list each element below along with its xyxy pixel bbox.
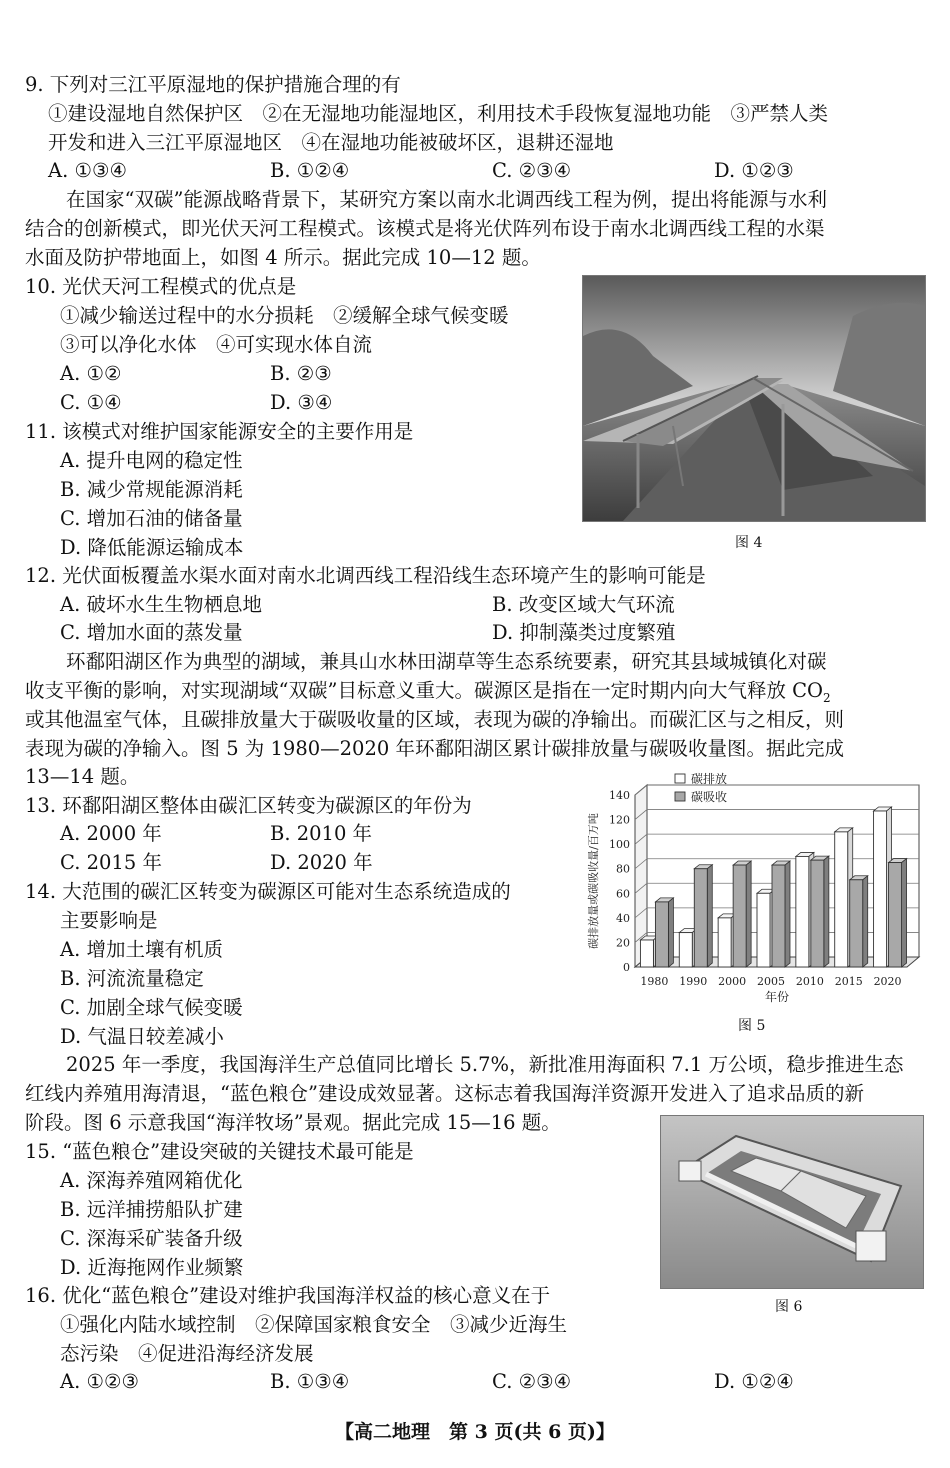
bar-emission (835, 832, 848, 967)
q15-option-b: B. 远洋捕捞船队扩建 (60, 1198, 243, 1221)
intro2-line-2-text: 收支平衡的影响，对实现湖域“双碳”目标意义重大。碳源区是指在一定时期内向大气释放 CO (25, 679, 824, 702)
q10-statements-1: ①减少输送过程中的水分损耗 ②缓解全球气候变暖 (60, 304, 509, 327)
q11-option-b: B. 减少常规能源消耗 (60, 478, 243, 501)
ocean-ranch-illustration (661, 1116, 923, 1288)
bar-absorption (655, 902, 668, 967)
intro2-line-3: 或其他温室气体，且碳排放量大于碳吸收量的区域，表现为碳的净输出。而碳汇区与之相反，则 (25, 708, 845, 731)
x-tick-label: 2015 (834, 975, 863, 988)
bar-absorption (811, 860, 824, 967)
q15-stem: 15. “蓝色粮仓”建设突破的关键技术最可能是 (25, 1140, 414, 1163)
x-tick-label: 2010 (795, 975, 824, 988)
x-tick-label: 2020 (873, 975, 902, 988)
q16-statements-1: ①强化内陆水域控制 ②保障国家粮食安全 ③减少近海生 (60, 1313, 568, 1336)
q10-option-b: B. ②③ (270, 362, 332, 385)
q9-option-c: C. ②③④ (492, 159, 572, 182)
legend-swatch-absorption (675, 792, 685, 801)
q14-stem: 14. 大范围的碳汇区转变为碳源区可能对生态系统造成的 (25, 880, 511, 903)
x-tick-label: 1990 (679, 975, 708, 988)
figure-4-photo (582, 275, 926, 522)
q16-statements-2: 态污染 ④促进沿海经济发展 (60, 1342, 314, 1365)
y-tick-label: 20 (616, 936, 630, 950)
q12-option-b: B. 改变区域大气环流 (492, 593, 675, 616)
q9-option-a: A. ①③④ (48, 159, 127, 182)
bar-emission (796, 856, 809, 967)
q13-option-b: B. 2010 年 (270, 822, 373, 845)
q11-option-c: C. 增加石油的储备量 (60, 507, 243, 530)
intro3-line-1: 2025 年一季度，我国海洋生产总值同比增长 5.7%，新批准用海面积 7.1 万公顷，稳步推进生态 (66, 1053, 904, 1076)
q13-option-a: A. 2000 年 (60, 822, 162, 845)
bar-side-absorption (785, 861, 790, 967)
y-tick-label: 40 (616, 911, 630, 925)
x-axis-label: 年份 (764, 990, 790, 1004)
q10-option-d: D. ③④ (270, 391, 333, 414)
bar-side-absorption (707, 865, 712, 967)
y-tick-label: 80 (616, 862, 630, 876)
x-tick-label: 2000 (718, 975, 747, 988)
q16-option-d: D. ①②④ (714, 1370, 794, 1393)
bar-absorption (772, 865, 785, 967)
bar-emission (874, 811, 887, 967)
figure-5-caption: 图 5 (738, 1018, 766, 1034)
bar-side-absorption (824, 856, 829, 967)
q13-option-d: D. 2020 年 (270, 851, 373, 874)
q10-option-c: C. ①④ (60, 391, 122, 414)
q11-option-a: A. 提升电网的稳定性 (60, 449, 243, 472)
figure-6-caption: 图 6 (775, 1299, 803, 1315)
intro3-line-2: 红线内养殖用海清退，“蓝色粮仓”建设成效显著。这标志着我国海洋资源开发进入了追求品质的新 (25, 1082, 864, 1105)
q9-stem: 9. 下列对三江平原湿地的保护措施合理的有 (25, 73, 401, 96)
figure-6-photo (660, 1115, 924, 1289)
q14-option-b: B. 河流流量稳定 (60, 967, 204, 990)
q9-option-b: B. ①②④ (270, 159, 350, 182)
q14-option-a: A. 增加土壤有机质 (60, 938, 223, 961)
bar-side-absorption (746, 861, 751, 967)
q13-stem: 13. 环鄱阳湖区整体由碳汇区转变为碳源区的年份为 (25, 794, 472, 817)
q16-option-a: A. ①②③ (60, 1370, 139, 1393)
q16-stem: 16. 优化“蓝色粮仓”建设对维护我国海洋权益的核心意义在于 (25, 1284, 551, 1307)
bar-side-absorption (668, 898, 673, 967)
legend-swatch-emission (675, 774, 685, 783)
y-axis-label: 碳排放量或碳吸收量/百万吨 (587, 813, 600, 949)
q15-option-c: C. 深海采矿装备升级 (60, 1227, 243, 1250)
y-tick-label: 60 (616, 887, 630, 901)
q13-option-c: C. 2015 年 (60, 851, 162, 874)
figure-5-bar-chart (585, 770, 930, 1010)
q9-option-d: D. ①②③ (714, 159, 794, 182)
q15-option-d: D. 近海拖网作业频繁 (60, 1256, 244, 1279)
intro1-line-3: 水面及防护带地面上，如图 4 所示。据此完成 10—12 题。 (25, 246, 541, 269)
y-tick-label: 120 (609, 813, 630, 827)
q16-option-c: C. ②③④ (492, 1370, 572, 1393)
bar-emission (757, 893, 770, 967)
page-footer: 【高二地理 第 3 页(共 6 页)】 (335, 1421, 615, 1443)
q15-option-a: A. 深海养殖网箱优化 (60, 1169, 243, 1192)
q9-statements-1: ①建设湿地自然保护区 ②在无湿地功能湿地区，利用技术手段恢复湿地功能 ③严禁人类 (48, 102, 829, 125)
q11-option-d: D. 降低能源运输成本 (60, 536, 244, 559)
figure-4-caption: 图 4 (735, 535, 763, 551)
bar-absorption (850, 880, 863, 967)
legend-label: 碳排放 (691, 772, 728, 786)
x-tick-label: 1980 (640, 975, 669, 988)
q12-stem: 12. 光伏面板覆盖水渠水面对南水北调西线工程沿线生态环境产生的影响可能是 (25, 564, 706, 587)
intro1-line-1: 在国家“双碳”能源战略背景下，某研究方案以南水北调西线工程为例，提出将能源与水利 (66, 188, 827, 211)
co2-subscript: 2 (823, 690, 831, 705)
q11-stem: 11. 该模式对维护国家能源安全的主要作用是 (25, 420, 414, 443)
intro1-line-2: 结合的创新模式，即光伏天河工程模式。该模式是将光伏阵列布设于南水北调西线工程的水渠 (25, 217, 825, 240)
bar-emission (718, 918, 731, 967)
bar-emission (679, 933, 692, 967)
intro2-line-2 (25, 681, 831, 704)
bar-absorption (889, 863, 902, 967)
q9-statements-2: 开发和进入三江平原湿地区 ④在湿地功能被破坏区，退耕还湿地 (48, 131, 614, 154)
bar-side-absorption (863, 876, 868, 967)
y-tick-label: 0 (623, 961, 630, 974)
intro3-line-3: 阶段。图 6 示意我国“海洋牧场”景观。据此完成 15—16 题。 (25, 1111, 561, 1134)
intro2-line-4: 表现为碳的净输入。图 5 为 1980—2020 年环鄱阳湖区累计碳排放量与碳吸收量图。据此完成 (25, 737, 844, 760)
q10-option-a: A. ①② (60, 362, 122, 385)
solar-canal-illustration (583, 276, 925, 521)
y-tick-label: 140 (609, 789, 630, 802)
bar-side-absorption (902, 859, 907, 967)
q12-option-d: D. 抑制藻类过度繁殖 (492, 621, 676, 644)
y-tick-label: 100 (609, 838, 630, 852)
q14-option-d: D. 气温日较差减小 (60, 1025, 224, 1048)
q10-stem: 10. 光伏天河工程模式的优点是 (25, 275, 297, 298)
q12-option-a: A. 破坏水生生物栖息地 (60, 593, 262, 616)
intro2-line-5: 13—14 题。 (25, 765, 140, 788)
legend-label: 碳吸收 (691, 790, 728, 804)
q14-option-c: C. 加剧全球气候变暖 (60, 996, 243, 1019)
bar-emission (640, 940, 653, 967)
bar-absorption (733, 865, 746, 967)
intro2-line-1: 环鄱阳湖区作为典型的湖域，兼具山水林田湖草等生态系统要素，研究其县域城镇化对碳 (66, 650, 827, 673)
q12-option-c: C. 增加水面的蒸发量 (60, 621, 243, 644)
q16-option-b: B. ①③④ (270, 1370, 350, 1393)
q10-statements-2: ③可以净化水体 ④可实现水体自流 (60, 333, 373, 356)
q14-stem-2: 主要影响是 (60, 909, 158, 932)
x-tick-label: 2005 (757, 975, 785, 988)
bar-absorption (694, 869, 707, 967)
